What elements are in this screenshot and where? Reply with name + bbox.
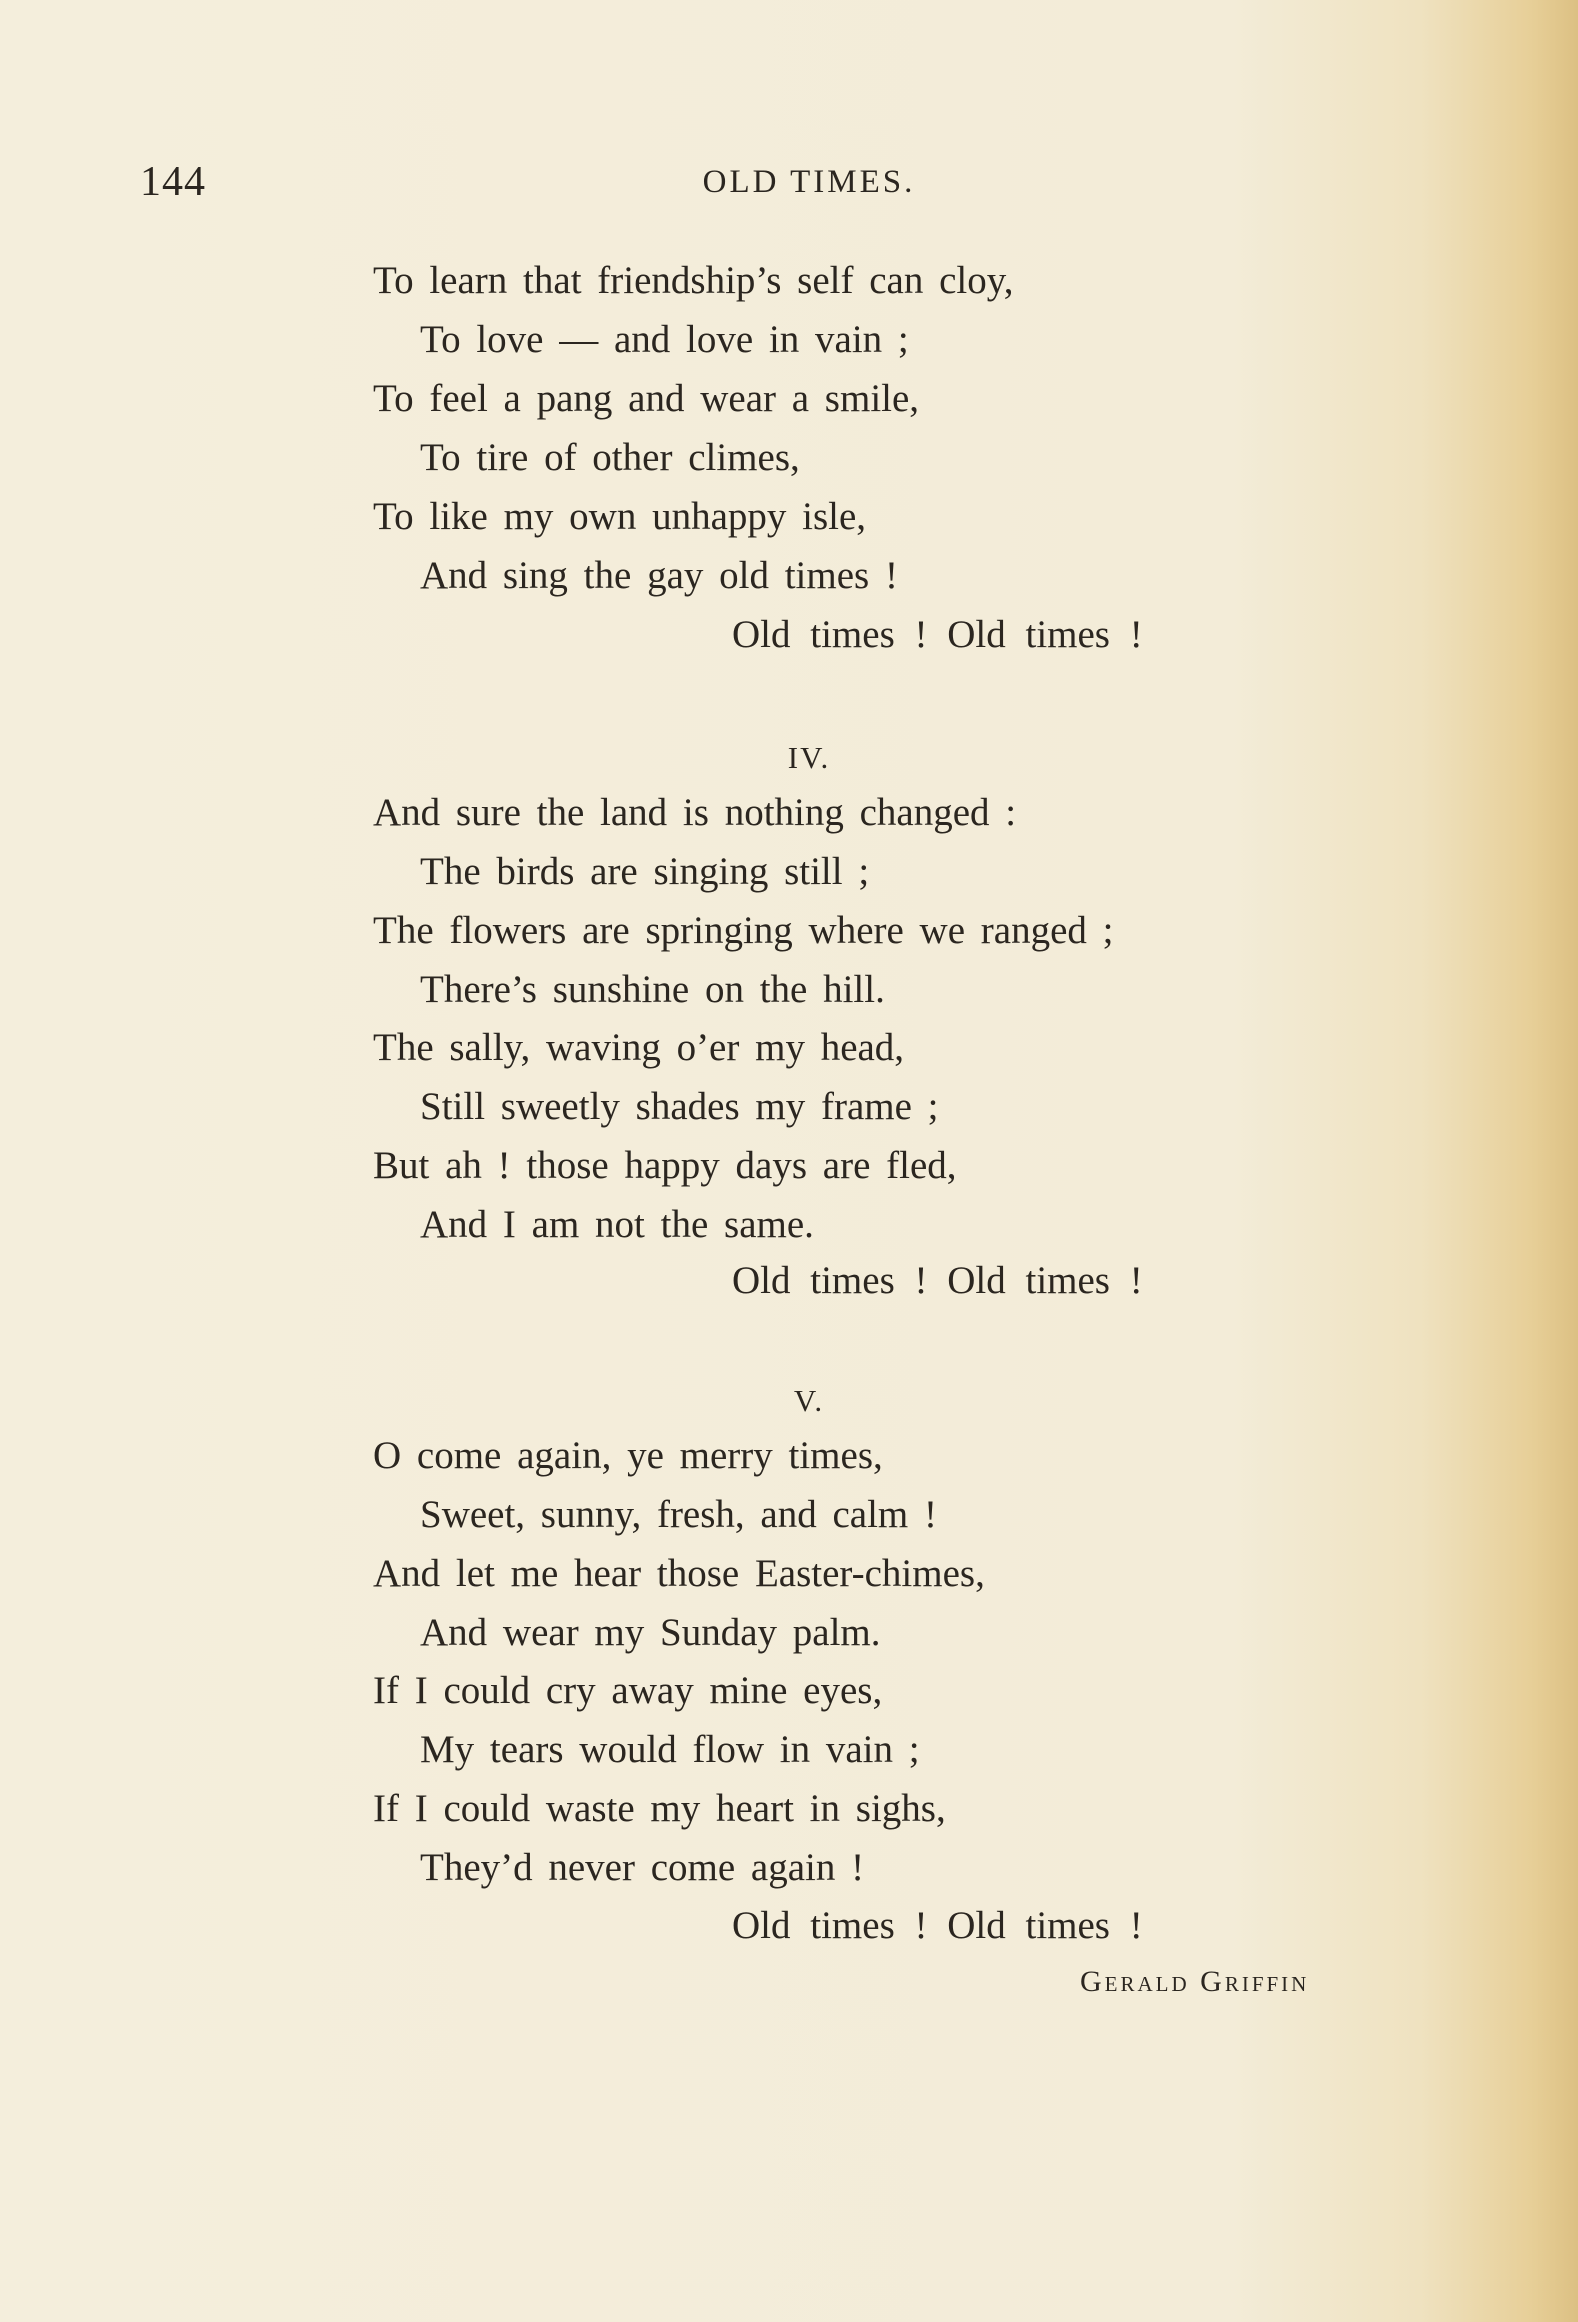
refrain-line: Old times ! Old times ! — [732, 1259, 1143, 1302]
page-number: 144 — [140, 159, 206, 205]
verse-line: The sally, waving o’er my head, — [373, 1026, 905, 1069]
verse-line: My tears would flow in vain ; — [420, 1728, 920, 1771]
verse-line: But ah ! those happy days are fled, — [373, 1144, 957, 1187]
verse-line: To learn that friendship’s self can cloy, — [373, 259, 1014, 302]
stanza-number-v: V. — [793, 1383, 825, 1418]
verse-line: O come again, ye merry times, — [373, 1434, 883, 1477]
verse-line: Still sweetly shades my frame ; — [420, 1085, 939, 1128]
verse-line: If I could waste my heart in sighs, — [373, 1787, 946, 1830]
verse-line: And sing the gay old times ! — [420, 554, 898, 597]
running-head-title: OLD TIMES. — [702, 164, 916, 200]
verse-line: And I am not the same. — [420, 1203, 814, 1246]
verse-line: To like my own unhappy isle, — [373, 495, 867, 538]
verse-line: To tire of other climes, — [420, 436, 800, 479]
verse-line: And wear my Sunday palm. — [420, 1611, 881, 1654]
verse-line: To love — and love in vain ; — [420, 318, 909, 361]
verse-line: They’d never come again ! — [420, 1846, 865, 1889]
refrain-line: Old times ! Old times ! — [732, 1904, 1143, 1947]
verse-line: The birds are singing still ; — [420, 850, 870, 893]
verse-line: To feel a pang and wear a smile, — [373, 377, 920, 420]
verse-line: And sure the land is nothing changed : — [373, 791, 1017, 834]
verse-line: If I could cry away mine eyes, — [373, 1669, 883, 1712]
verse-line: The flowers are springing where we ranged ; — [373, 909, 1114, 952]
verse-line: And let me hear those Easter-chimes, — [373, 1552, 985, 1595]
verse-line: There’s sunshine on the hill. — [420, 968, 885, 1011]
refrain-line: Old times ! Old times ! — [732, 613, 1143, 656]
stanza-number-iv: IV. — [787, 740, 831, 775]
author-signature: Gerald Griffin — [1080, 1965, 1310, 1998]
verse-line: Sweet, sunny, fresh, and calm ! — [420, 1493, 938, 1536]
